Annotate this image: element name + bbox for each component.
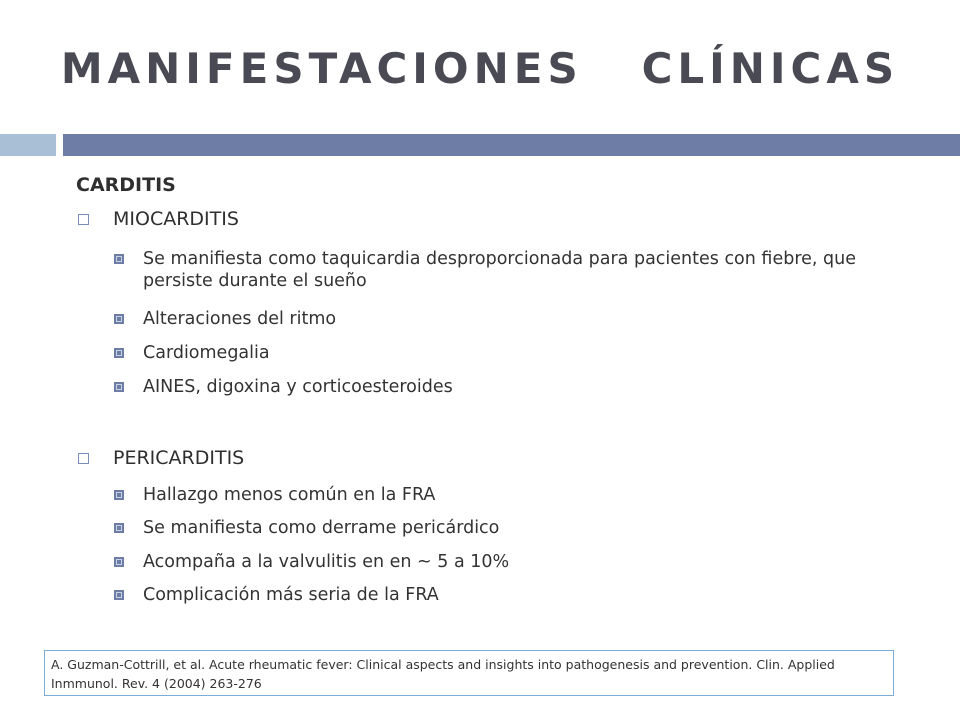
sub-bullet (114, 484, 904, 506)
sub-bullet-text: Hallazgo menos común en la FRA (143, 485, 436, 505)
sub-bullet (114, 376, 904, 398)
filled-square-bullet-icon (114, 382, 124, 392)
filled-square-bullet-icon (114, 523, 124, 533)
bullet-label: PERICARDITIS (113, 447, 245, 469)
bullet-miocarditis (78, 208, 239, 230)
filled-square-bullet-icon (114, 557, 124, 567)
accent-bar-right (63, 134, 960, 156)
sub-bullet-text: Complicación más seria de la FRA (143, 585, 439, 605)
sub-bullet-text: Cardiomegalia (143, 343, 270, 363)
sub-bullet-text: Acompaña a la valvulitis en en ~ 5 a 10% (143, 552, 510, 572)
sub-bullet-text: Alteraciones del ritmo (143, 309, 337, 329)
sub-bullet (114, 517, 904, 539)
sub-bullet-text: Se manifiesta como taquicardia desproporcionada para pacientes con fiebre, que persiste durante el sueño (143, 249, 856, 291)
sub-bullet-text: AINES, digoxina y corticoesteroides (143, 377, 453, 397)
sub-bullet (114, 584, 904, 606)
sub-bullet-text: Se manifiesta como derrame pericárdico (143, 518, 500, 538)
citation-box: A. Guzman-Cottrill, et al. Acute rheumatic fever: Clinical aspects and insights into pathogenesis and prevention. Clin. Applied Inmmunol. Rev. 4 (2004) 263-276 (44, 650, 894, 696)
filled-square-bullet-icon (114, 590, 124, 600)
section-heading: CARDITIS (76, 174, 176, 196)
sub-bullet (114, 308, 904, 330)
outline-square-bullet-icon (78, 453, 89, 464)
filled-square-bullet-icon (114, 348, 124, 358)
slide-title: MANIFESTACIONES CLÍNICAS (60, 44, 900, 93)
filled-square-bullet-icon (114, 490, 124, 500)
sub-bullet (114, 248, 904, 292)
bullet-label: MIOCARDITIS (113, 208, 239, 230)
sub-bullet (114, 342, 904, 364)
accent-bar-left (0, 134, 56, 156)
outline-square-bullet-icon (78, 214, 89, 225)
filled-square-bullet-icon (114, 314, 124, 324)
bullet-pericarditis (78, 447, 244, 469)
sub-bullet (114, 551, 904, 573)
filled-square-bullet-icon (114, 254, 124, 264)
